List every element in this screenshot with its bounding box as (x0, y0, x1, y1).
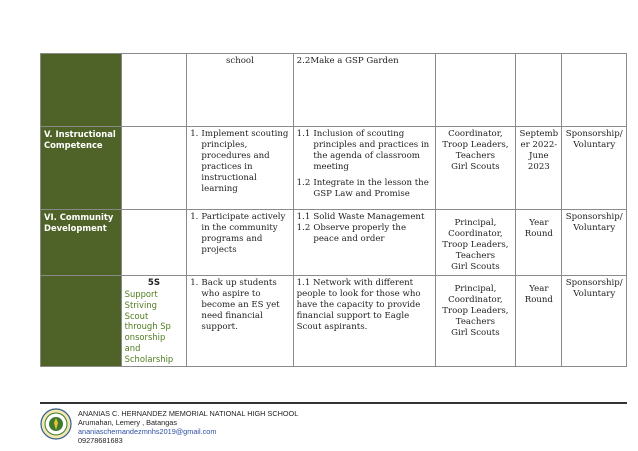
school-address: Arumahan, Lemery , Batangas (78, 418, 177, 427)
persons-cell (435, 54, 516, 127)
activity-cell: 1.1 Inclusion of scouting principles and practices in the agenda of classroom meeting 1.2 Integrate in the lesson the GSP Law and Promise (293, 127, 435, 210)
time-cell: Year Round (516, 276, 562, 367)
activity-cell: 1.1 Solid Waste Management 1.2 Observe properly the peace and order (293, 210, 435, 276)
funding-cell: Sponsorship/ Voluntary (562, 127, 627, 210)
area-cell (41, 276, 122, 367)
strategy-cell: 1. Implement scouting principles, procedures and practices in instructional learning (187, 127, 293, 210)
school-seal-icon (40, 408, 72, 440)
objective-cell: 5S Support Striving Scout through Sp onsorship and Scholarship (121, 276, 187, 367)
persons-cell: Principal, Coordinator, Troop Leaders, Teachers Girl Scouts (435, 210, 516, 276)
table-row (41, 127, 627, 210)
objective-cell (121, 210, 187, 276)
persons-cell: Principal, Coordinator, Troop Leaders, Teachers Girl Scouts (435, 276, 516, 367)
funding-cell: Sponsorship/ Voluntary (562, 276, 627, 367)
page-footer (40, 406, 627, 446)
activity-cell: 2.2Make a GSP Garden (293, 54, 435, 127)
table-row (41, 276, 627, 367)
persons-cell: Coordinator, Troop Leaders, Teachers Girl Scouts (435, 127, 516, 210)
activity-cell: 1.1 Network with different people to look for those who have the capacity to provide financial support to Eagle Scout aspirants. (293, 276, 435, 367)
area-cell: VI. Community Development (41, 210, 122, 276)
strategy-cell: school (187, 54, 293, 127)
objective-cell (121, 54, 187, 127)
area-cell: V. Instructional Competence (41, 127, 122, 210)
school-email: ananiaschernandezmnhs2019@gmail.com (78, 427, 217, 436)
action-plan-table (40, 53, 627, 367)
objective-cell (121, 127, 187, 210)
time-cell: Year Round (516, 210, 562, 276)
strategy-cell: 1. Back up students who aspire to become an ES yet need financial support. (187, 276, 293, 367)
table-row (41, 54, 627, 127)
time-cell: Septemb er 2022- June 2023 (516, 127, 562, 210)
area-cell (41, 54, 122, 127)
time-cell (516, 54, 562, 127)
school-phone: 09278681683 (78, 436, 123, 445)
strategy-cell: 1. Participate actively in the community programs and projects (187, 210, 293, 276)
school-name: ANANIAS C. HERNANDEZ MEMORIAL NATIONAL HIGH SCHOOL (78, 409, 299, 418)
footer-divider (40, 402, 627, 404)
table-row (41, 210, 627, 276)
funding-cell (562, 54, 627, 127)
funding-cell: Sponsorship/ Voluntary (562, 210, 627, 276)
school-info (78, 409, 298, 445)
